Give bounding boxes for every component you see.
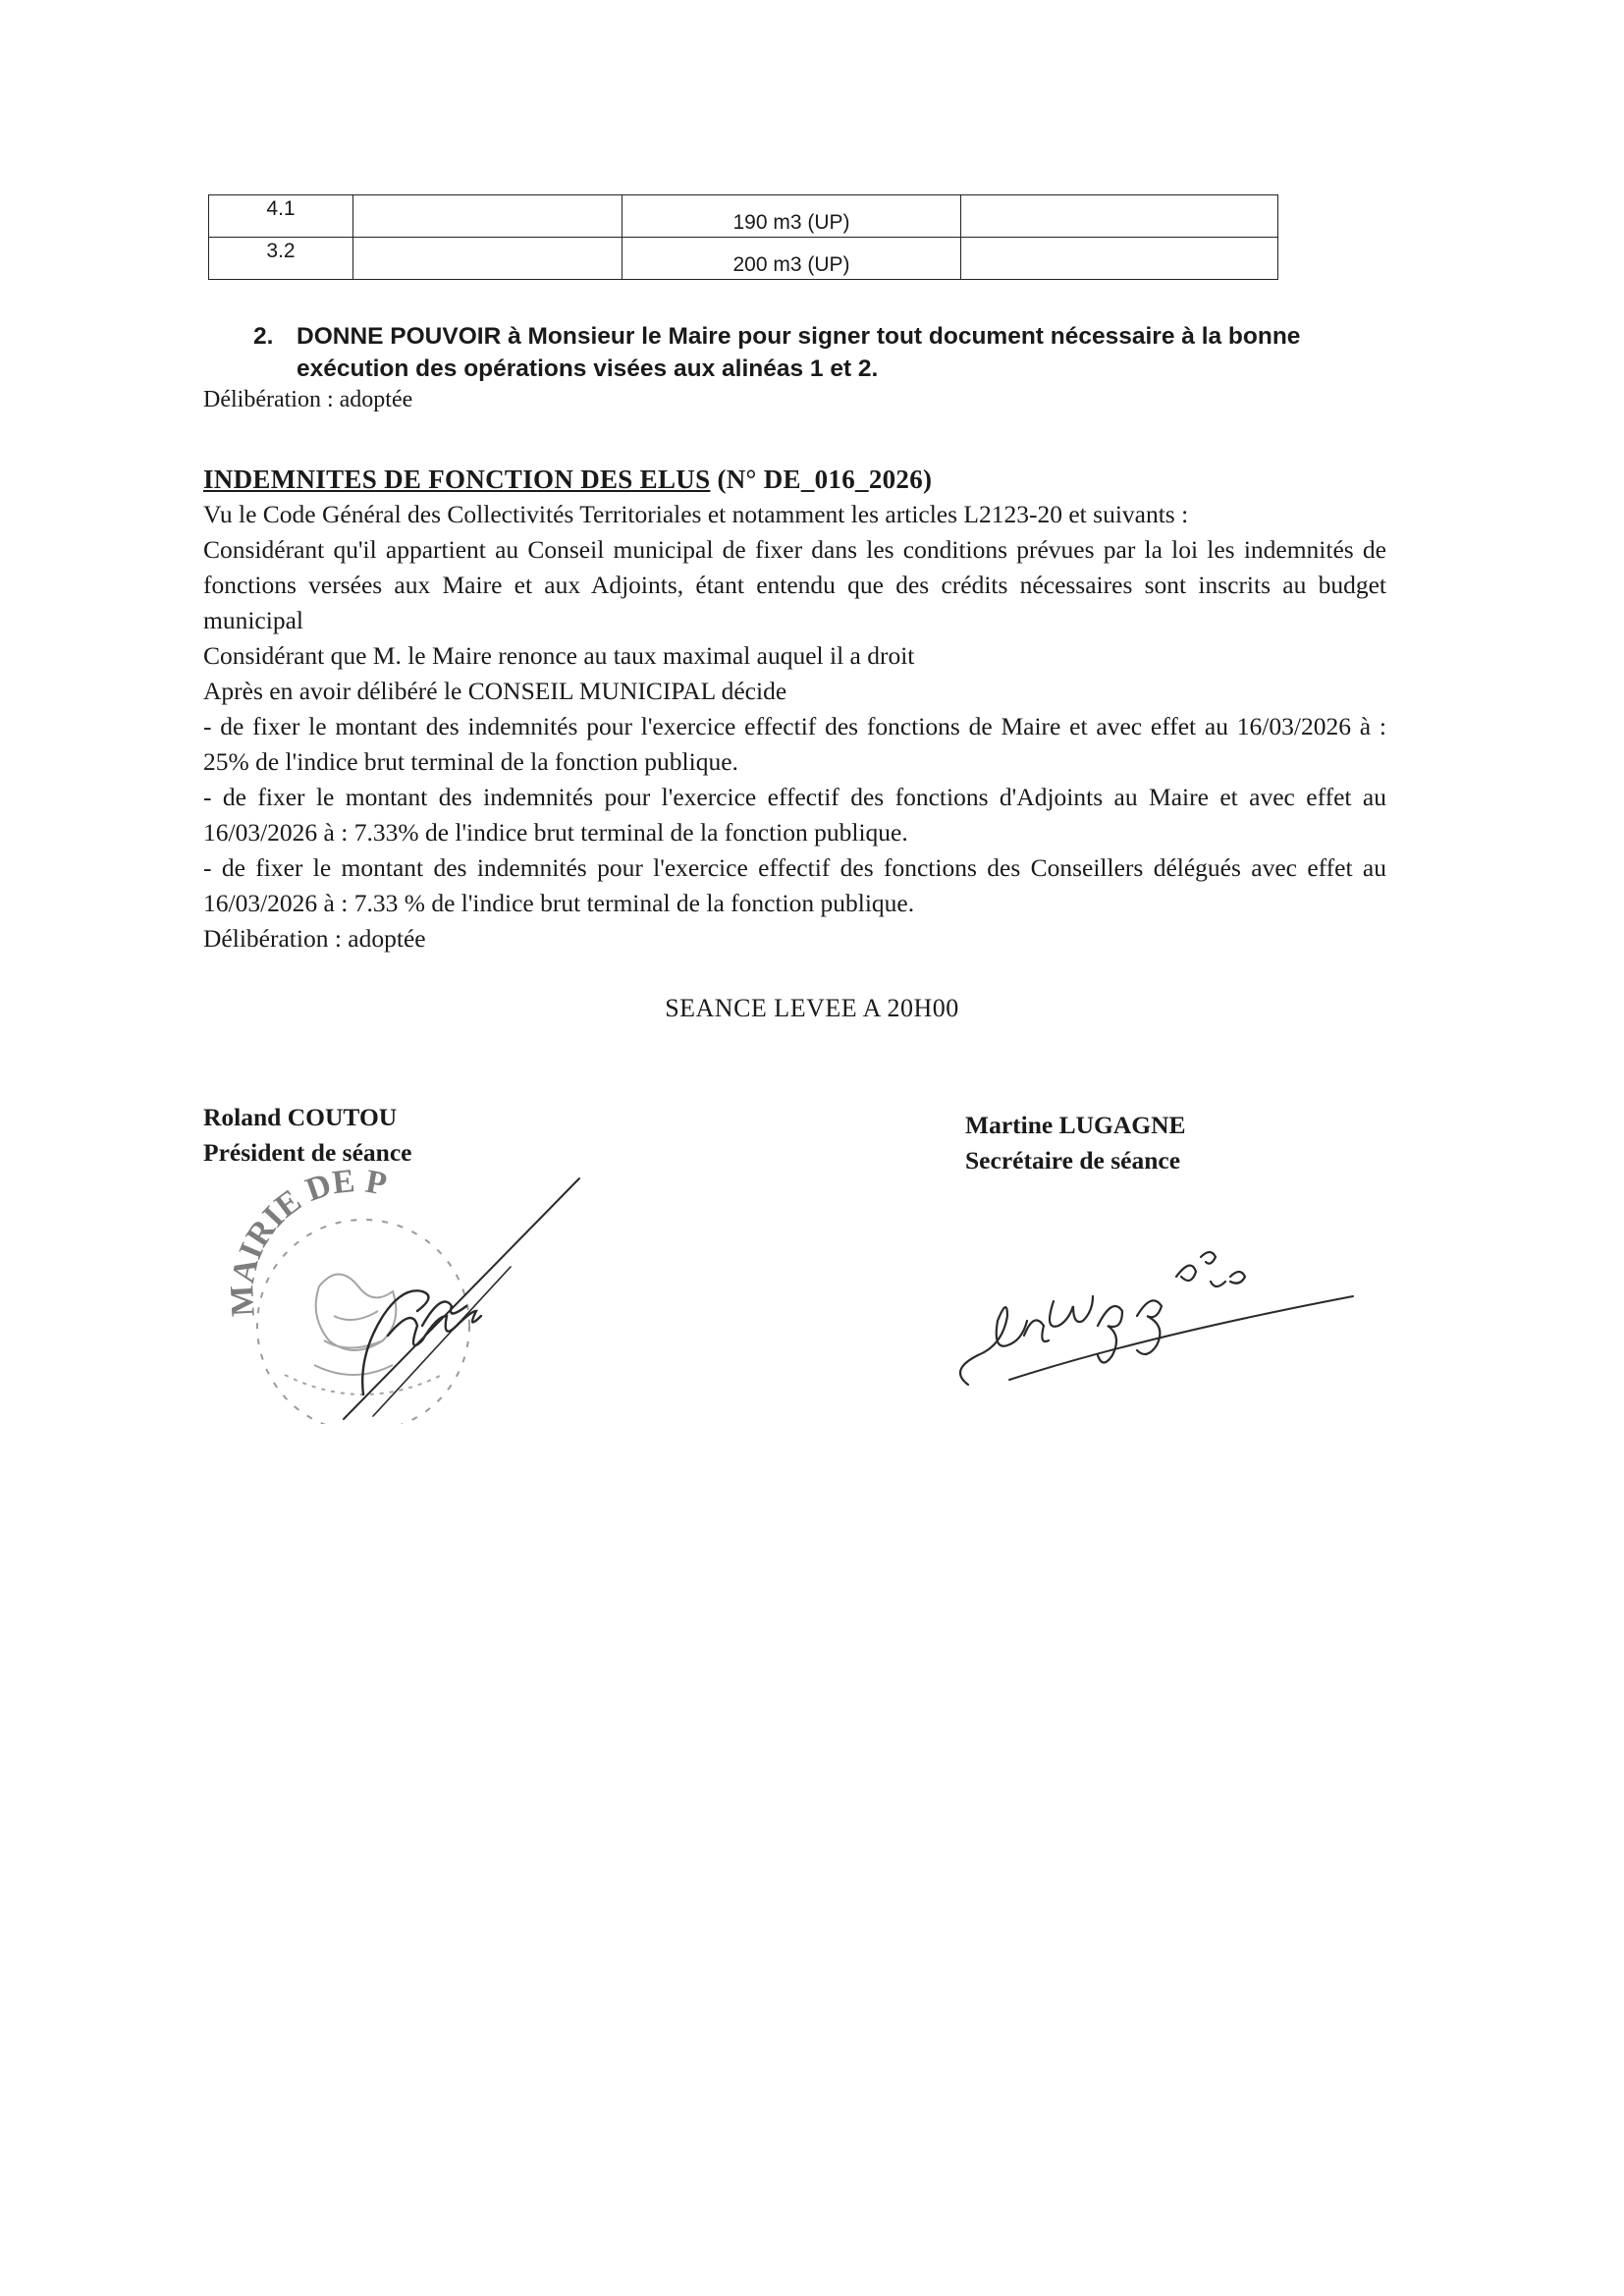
table-row — [209, 195, 1278, 238]
table-cell-empty — [353, 238, 623, 280]
table-cell-volume: 190 m3 (UP) — [623, 195, 961, 238]
table-row — [209, 238, 1278, 280]
deliberation-status: Délibération : adoptée — [203, 387, 413, 412]
signatory-right — [965, 1108, 1186, 1178]
item-text — [297, 320, 1392, 385]
decision-bullet: - de fixer le montant des indemnités pour l'exercice effectif des fonctions des Conseillers délégués avec effet au 16/03/2026 à : 7.33 % de l'indice brut terminal de la fonction publique. — [203, 853, 1386, 917]
signatory-role: Secrétaire de séance — [965, 1146, 1181, 1175]
item-number: 2. — [253, 323, 274, 350]
section-title-ref: (N° DE_016_2026) — [710, 465, 933, 494]
decision-bullet: - de fixer le montant des indemnités pour l'exercice effectif des fonctions de Maire et avec effet au 16/03/2026 à : 25% de l'indice brut terminal de la fonction publique. — [203, 712, 1386, 776]
section-title-main: INDEMNITES DE FONCTION DES ELUS — [203, 465, 711, 494]
signature-lugagne — [960, 1252, 1353, 1385]
numbered-item — [253, 320, 1392, 385]
section-line: Considérant que M. le Maire renonce au taux maximal auquel il a droit — [203, 641, 915, 670]
signatory-name: Martine LUGAGNE — [965, 1111, 1186, 1139]
indemnites-section — [203, 462, 1386, 957]
table-cell-empty — [353, 195, 623, 238]
item-text-line2: exécution des opérations visées aux alinéas 1 et 2. — [297, 355, 879, 382]
section-line: Vu le Code Général des Collectivités Territoriales et notamment les articles L2123-20 et suivants : — [203, 500, 1189, 528]
stamp-text: MAIRIE DE P — [224, 1169, 390, 1318]
table-cell-ref: 4.1 — [209, 195, 353, 238]
signatory-left — [203, 1100, 411, 1171]
table-cell-empty — [961, 195, 1278, 238]
signatory-role: Président de séance — [203, 1138, 412, 1167]
section-title — [203, 462, 1386, 497]
signature-lugagne-image — [950, 1218, 1363, 1404]
section-paragraph: Considérant qu'il appartient au Conseil municipal de fixer dans les conditions prévues par la loi les indemnités de fonctions versées aux Maire et aux Adjoints, étant entendu que des crédits nécessaires sont inscrits au budget municipal — [203, 535, 1386, 634]
seance-levee: SEANCE LEVEE A 20H00 — [665, 994, 959, 1022]
deliberation-status: Délibération : adoptée — [203, 924, 426, 953]
table-cell-volume: 200 m3 (UP) — [623, 238, 961, 280]
table-cell-empty — [961, 238, 1278, 280]
decision-bullet: - de fixer le montant des indemnités pour l'exercice effectif des fonctions d'Adjoints au Maire et avec effet au 16/03/2026 à : 7.33% de l'indice brut terminal de la fonction publique. — [203, 783, 1386, 847]
item-text-line1: à Monsieur le Maire pour signer tout document nécessaire à la bonne — [501, 323, 1301, 350]
section-line: Après en avoir délibéré le CONSEIL MUNICIPAL décide — [203, 677, 787, 705]
volume-table — [208, 194, 1278, 280]
table-cell-ref: 3.2 — [209, 238, 353, 280]
signatory-name: Roland COUTOU — [203, 1103, 398, 1131]
signature-coutou — [344, 1178, 579, 1419]
item-bold-keyword: DONNE POUVOIR — [297, 323, 502, 350]
mairie-stamp-signature-image — [216, 1169, 589, 1424]
